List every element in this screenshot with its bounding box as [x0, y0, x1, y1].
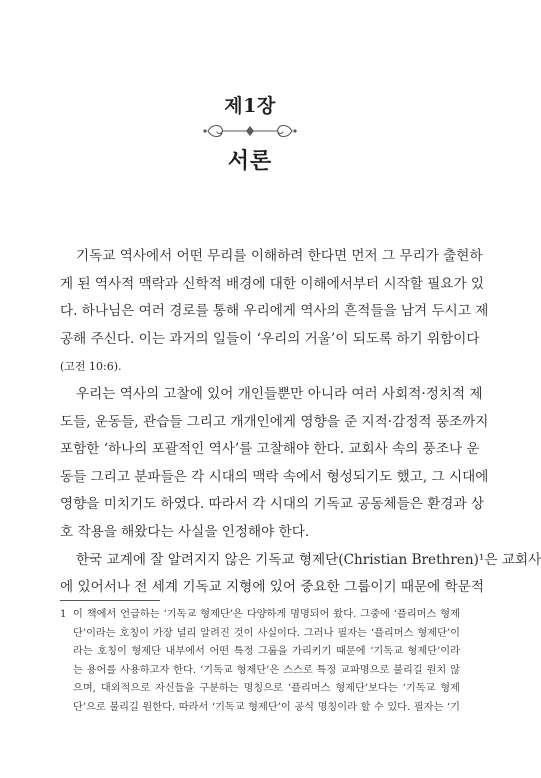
footnote-divider: [60, 600, 160, 601]
text-line: 공해 주신다. 이는 과거의 일들이 ‘우리의 거울’이 되도록 하기 위함이다: [60, 330, 480, 347]
footnote-text: 이 책에서 언급하는 ‘기독교 형제단’은 다양하게 명명되어 왔다. 그중에 ‘플리머스 형제: [73, 609, 460, 620]
footnote-line: 단’으로 불리길 원한다. 따라서 ‘기독교 형제단’이 공식 명칭이라 할 수 있다. 필자는 ‘기: [73, 701, 460, 713]
text-line: 도들, 운동들, 관습들 그리고 개개인에게 영향을 준 지적·감정적 풍조까지: [60, 413, 489, 430]
text-line: 기독교 역사에서 어떤 무리를 이해하려 한다면 먼저 그 무리가 출현하: [76, 248, 483, 264]
footnote-line: 라는 호칭이 형제단 내부에서 어떤 특정 그룹을 가리키기 때문에 ‘기독교 형제단’이라: [73, 646, 460, 658]
text-line: 동들 그리고 분파들은 각 시대의 맥락 속에서 형성되기도 했고, 그 시대에: [60, 468, 489, 485]
footnote-line: 는 용어를 사용하고자 한다. ‘기독교 형제단’은 스스로 특정 교파명으로 불리길 원치 않: [73, 664, 460, 676]
text-line: 우리는 역사의 고찰에 있어 개인들뿐만 아니라 여러 사회적·정치적 제: [76, 385, 483, 402]
chapter-number: 제1장: [224, 95, 276, 117]
footnote-number: 1: [60, 609, 67, 620]
text-line: 포함한 ‘하나의 포괄적인 역사’를 고찰해야 한다. 교회사 속의 풍조나 운: [60, 441, 480, 458]
body-text: [60, 243, 541, 602]
flourish-divider-icon: [200, 120, 300, 142]
text-line: 다. 하나님은 여러 경로를 통해 우리에게 역사의 흔적들을 남겨 두시고 제: [60, 303, 489, 320]
footnote-line: 단’이라는 호칭이 가장 널리 알려진 것이 사실이다. 그러나 필자는 ‘플리머스 형제단’이: [73, 627, 460, 639]
footnote-line: [60, 606, 460, 625]
text-line: [60, 353, 460, 381]
footnote: [60, 606, 460, 718]
bible-citation: (고전 10:6).: [60, 360, 122, 374]
chapter-title: 서론: [227, 148, 273, 174]
text-line: 영향을 미치기도 하였다. 따라서 각 시대의 기독교 공동체들은 환경과 상: [60, 496, 485, 513]
text-line: 에 있어서나 전 세계 기독교 지형에 있어 중요한 그룹이기 때문에 학문적: [60, 579, 485, 596]
text-line: 게 된 역사적 맥락과 신학적 배경에 대한 이해에서부터 시작할 필요가 있: [60, 275, 485, 292]
text-line: 한국 교계에 잘 알려지지 않은 기독교 형제단(Christian Brethren)¹은 교회사: [76, 551, 541, 568]
footnote-line: 으며, 대외적으로 자신들을 구분하는 명칭으로 ‘플리머스 형제단’보다는 ‘기독교 형제: [73, 683, 460, 695]
text-line: 호 작용을 해왔다는 사실을 인정해야 한다.: [60, 523, 310, 540]
